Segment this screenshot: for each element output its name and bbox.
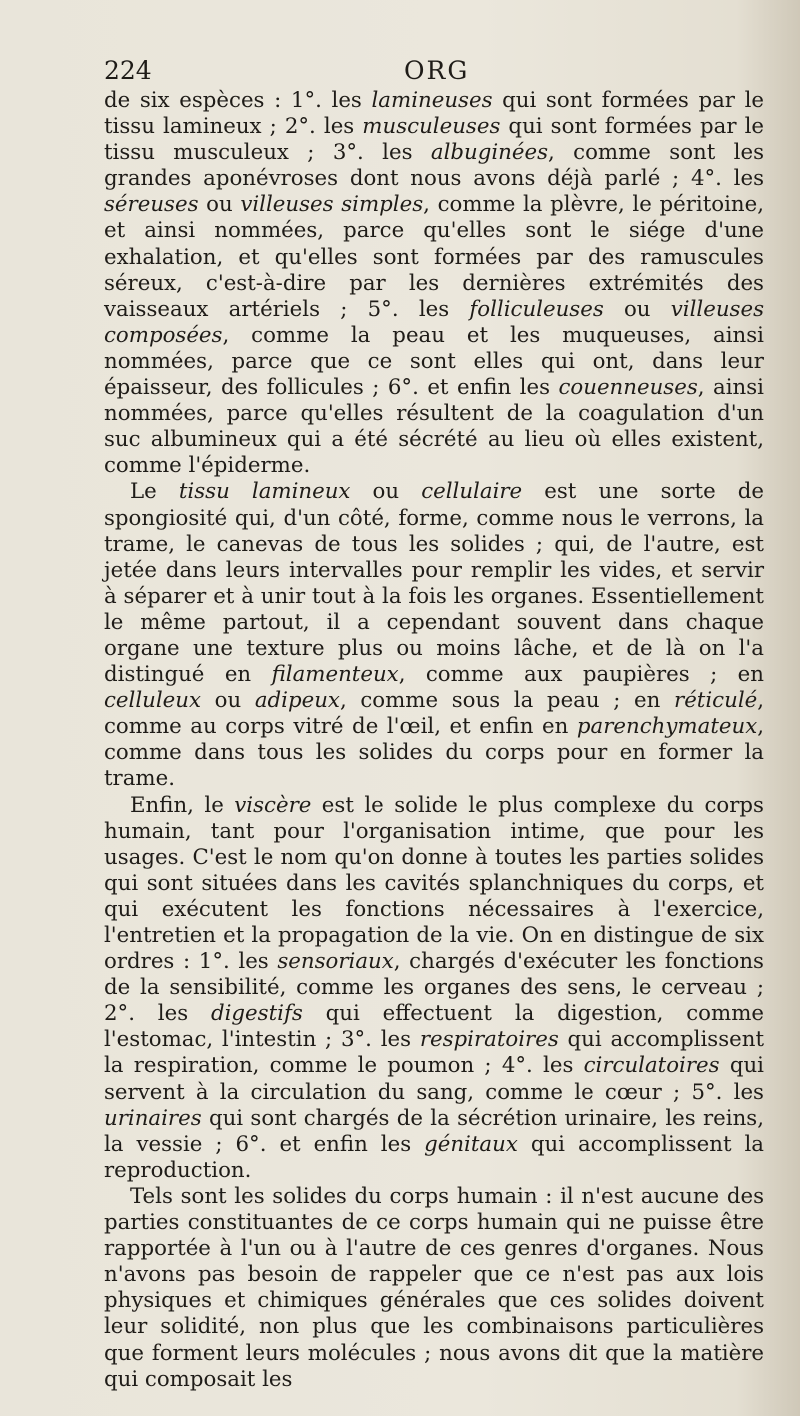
italic-term: respiratoires: [419, 1027, 559, 1053]
italic-term: celluleux: [104, 688, 202, 714]
italic-term: villeuses simples: [240, 192, 424, 218]
italic-term: adipeux: [254, 688, 340, 714]
text-run: ou: [350, 479, 422, 505]
text-run: Le: [130, 479, 179, 505]
italic-term: folliculeuses: [469, 296, 604, 322]
italic-term: albuginées: [430, 140, 549, 166]
italic-term: filamenteux: [271, 662, 399, 688]
text-run: , comme la plèvre, le péritoine, et ainsi nommées, parce qu'elles sont le siége d'une exhalation, et qu'elles sont formées par des ramuscules séreux, c'est-à-dire par les dernières extrémités des vaisseaux artériels ; 5°. les: [104, 192, 764, 322]
text-run: qui effectuent la digestion, comme l'estomac, l'intestin ; 3°. les: [104, 1001, 764, 1053]
text-run: Tels sont les solides du corps humain : il n'est aucune des parties constituantes de ce corps humain qui ne puisse être rapportée à l'un ou à l'autre de ces genres d'organes. Nous n'avons pas besoin de rappeler que ce n'est pas aux lois physiques et chimiques générales que ces solides doivent leur solidité, non plus que les combinaisons particulières que forment leurs molécules ; nous avons dit que la matière qui composait les: [104, 1183, 764, 1392]
italic-term: tissu lamineux: [178, 479, 351, 505]
italic-term: villeuses composées: [104, 296, 764, 348]
italic-term: digestifs: [210, 1001, 303, 1027]
italic-term: parenchymateux: [576, 714, 758, 740]
text-run: qui sont formées par le tissu musculeux ; 3°. les: [104, 114, 764, 166]
italic-term: viscère: [234, 792, 312, 818]
italic-term: génitaux: [424, 1131, 518, 1157]
italic-term: circulatoires: [583, 1053, 720, 1079]
body-text: [104, 88, 764, 1393]
paragraph: [104, 1184, 764, 1393]
page-number: 224: [104, 56, 152, 85]
text-run: qui accomplissent la respiration, comme le poumon ; 4°. les: [104, 1027, 764, 1079]
page-header: [104, 56, 764, 90]
italic-term: séreuses: [104, 192, 199, 218]
text-run: qui sont formées par le tissu lamineux ; 2°. les: [104, 88, 764, 140]
text-run: qui sont chargés de la sécrétion urinaire, les reins, la vessie ; 6°. et enfin les: [104, 1105, 764, 1157]
running-head: ORG: [404, 56, 470, 85]
text-run: , chargés d'exécuter les fonctions de la sensibilité, comme les organes des sens, le cerveau ; 2°. les: [104, 949, 764, 1027]
text-run: , ainsi nommées, parce qu'elles résultent de la coagulation d'un suc albumineux qui a été sécrété au lieu où elles existent, comme l'épiderme.: [104, 375, 764, 479]
text-run: de six espèces : 1°. les: [104, 88, 372, 113]
text-run: est le solide le plus complexe du corps humain, tant pour l'organisation intime, que pour les usages. C'est le nom qu'on donne à toutes les parties solides qui sont situées dans les cavités splanchniques du corps, et qui exécutent les fonctions nécessaires à l'exercice, l'entretien et la propagation de la vie. On en distingue de six ordres : 1°. les: [104, 792, 764, 975]
text-run: , comme aux paupières ; en: [398, 662, 764, 688]
text-run: , comme dans tous les solides du corps pour en former la trame.: [104, 714, 764, 792]
text-run: ou: [201, 688, 255, 714]
italic-term: couenneuses: [558, 375, 698, 401]
text-run: est une sorte de spongiosité qui, d'un côté, forme, comme nous le verrons, la trame, le canevas de tous les solides ; qui, de l'autre, est jetée dans leurs intervalles pour remplir les vides, et servir à séparer et à unir tout à la fois les organes. Essentiellement le même partout, il a cependant souvent dans chaque organe une texture plus ou moins lâche, et de là on l'a distingué en: [104, 479, 765, 688]
text-run: , comme sous la peau ; en: [339, 688, 675, 714]
italic-term: urinaires: [104, 1105, 202, 1131]
text-run: qui accomplissent la reproduction.: [104, 1131, 764, 1183]
text-run: , comme au corps vitré de l'œil, et enfin en: [104, 688, 765, 740]
italic-term: sensoriaux: [277, 949, 394, 975]
text-run: qui servent à la circulation du sang, comme le cœur ; 5°. les: [104, 1053, 764, 1105]
paragraph: [104, 793, 764, 1184]
italic-term: lamineuses: [371, 88, 493, 113]
italic-term: réticulé: [674, 688, 758, 714]
text-run: Enfin, le: [130, 792, 235, 818]
paragraph: [104, 479, 764, 792]
text-run: , comme sont les grandes aponévroses dont nous avons déjà parlé ; 4°. les: [104, 140, 764, 192]
italic-term: cellulaire: [421, 479, 523, 505]
italic-term: musculeuses: [362, 114, 501, 140]
text-run: ou: [603, 296, 671, 322]
text-run: ou: [198, 192, 241, 218]
text-run: , comme la peau et les muqueuses, ainsi nommées, parce que ce sont elles qui ont, dans leur épaisseur, des follicules ; 6°. et enfin les: [104, 322, 764, 401]
paragraph: [104, 88, 764, 479]
